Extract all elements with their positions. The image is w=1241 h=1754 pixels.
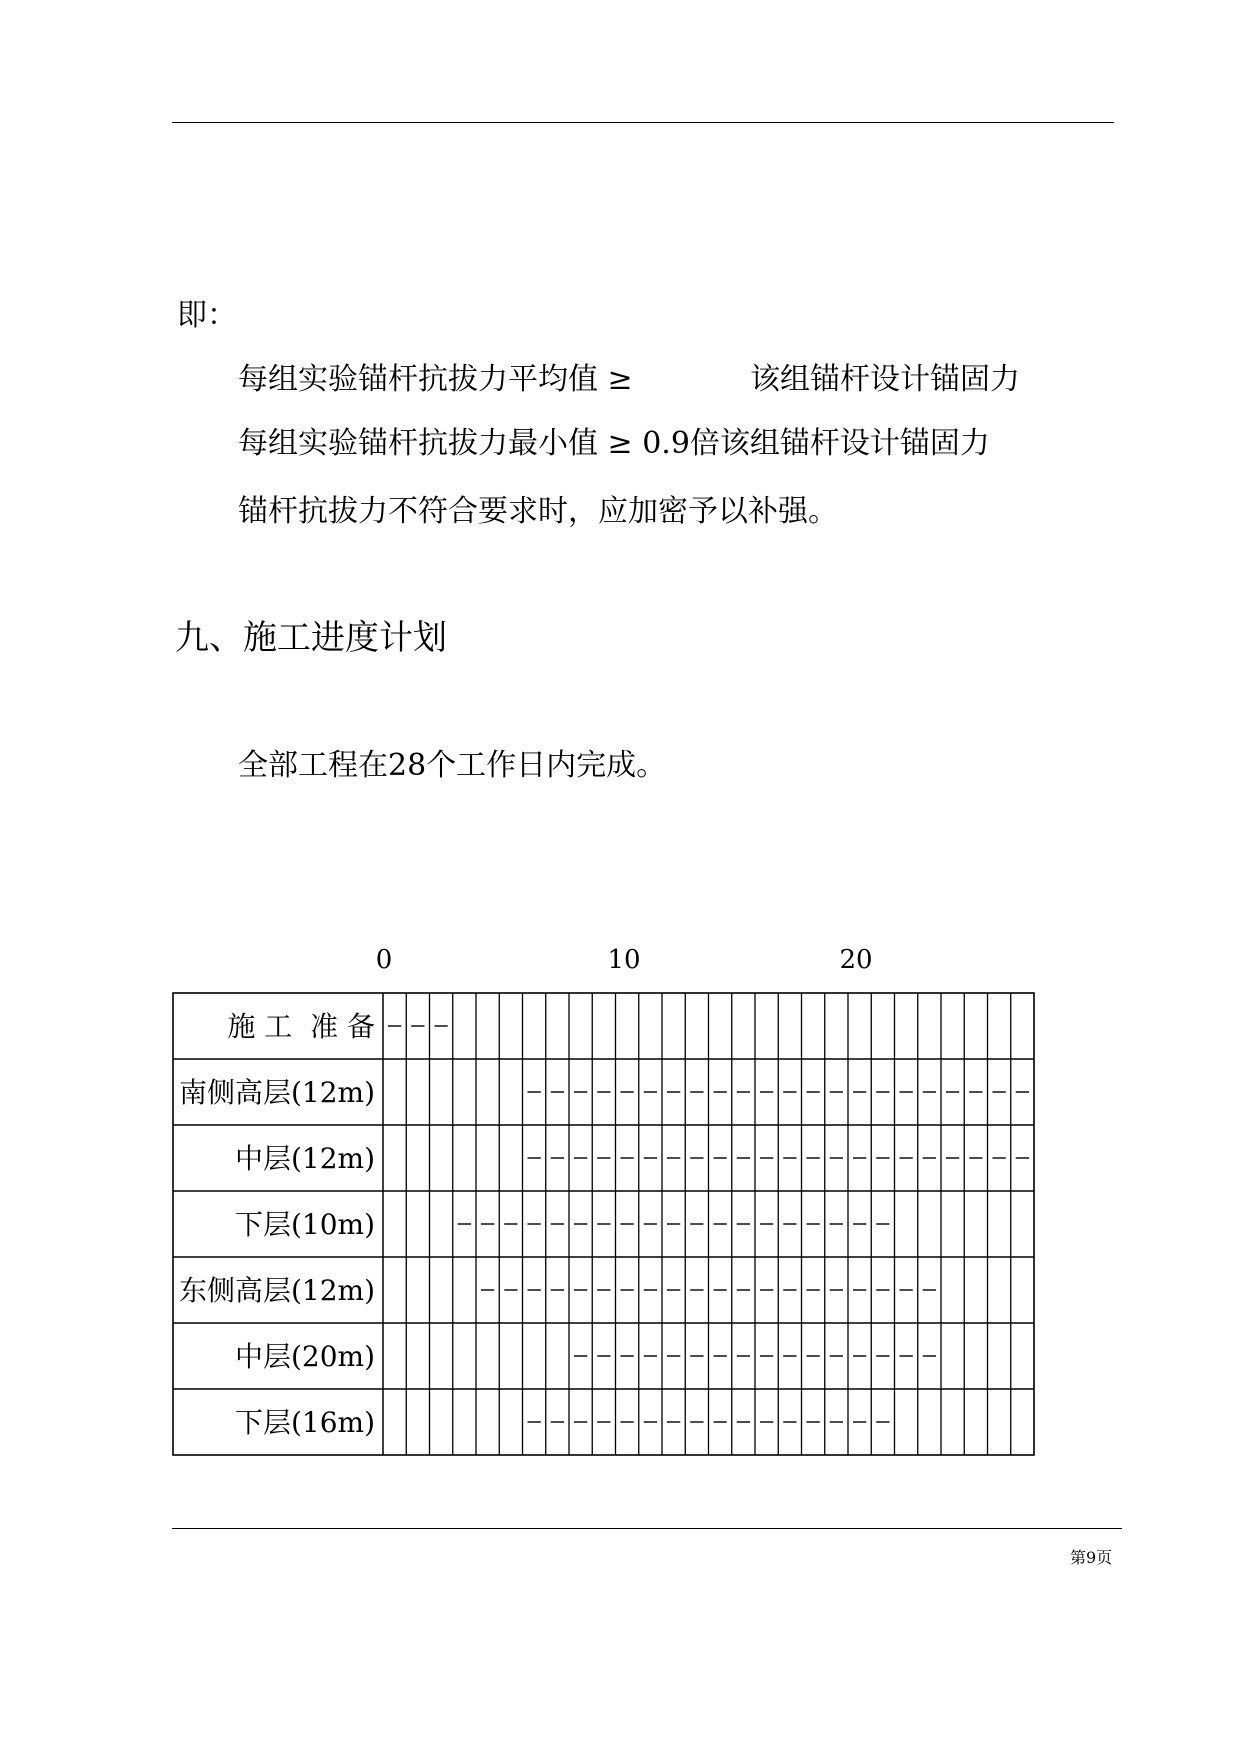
section-heading: 九、施工进度计划: [175, 618, 447, 658]
task-label: 南侧高层(12m): [178, 1076, 375, 1109]
task-label: 东侧高层(12m): [178, 1274, 375, 1307]
condition-line-1-left: 每组实验锚杆抗拔力平均值 ≥: [238, 362, 633, 397]
schedule-summary: 全部工程在28个工作日内完成。: [238, 748, 667, 783]
footer-rule: [172, 1528, 1122, 1529]
tick-label-10: 10: [607, 945, 641, 975]
task-label: 中层(12m): [234, 1142, 375, 1175]
page-number: 第9页: [1070, 1548, 1113, 1567]
task-label: 下层(10m): [234, 1208, 375, 1241]
tick-label-0: 0: [375, 945, 393, 975]
intro-ji: 即：: [177, 298, 237, 333]
condition-line-1-right: 该组锚杆设计锚固力: [750, 362, 1020, 397]
task-label: 下层(16m): [234, 1406, 375, 1439]
tick-label-20: 20: [839, 945, 873, 975]
condition-line-2: 每组实验锚杆抗拔力最小值 ≥ 0.9倍该组锚杆设计锚固力: [238, 426, 990, 461]
task-label: 施 工 准 备: [227, 1010, 375, 1043]
condition-line-3: 锚杆抗拔力不符合要求时，应加密予以补强。: [238, 494, 838, 529]
task-labels: [179, 1010, 375, 1439]
task-label: 中层(20m): [234, 1340, 375, 1373]
